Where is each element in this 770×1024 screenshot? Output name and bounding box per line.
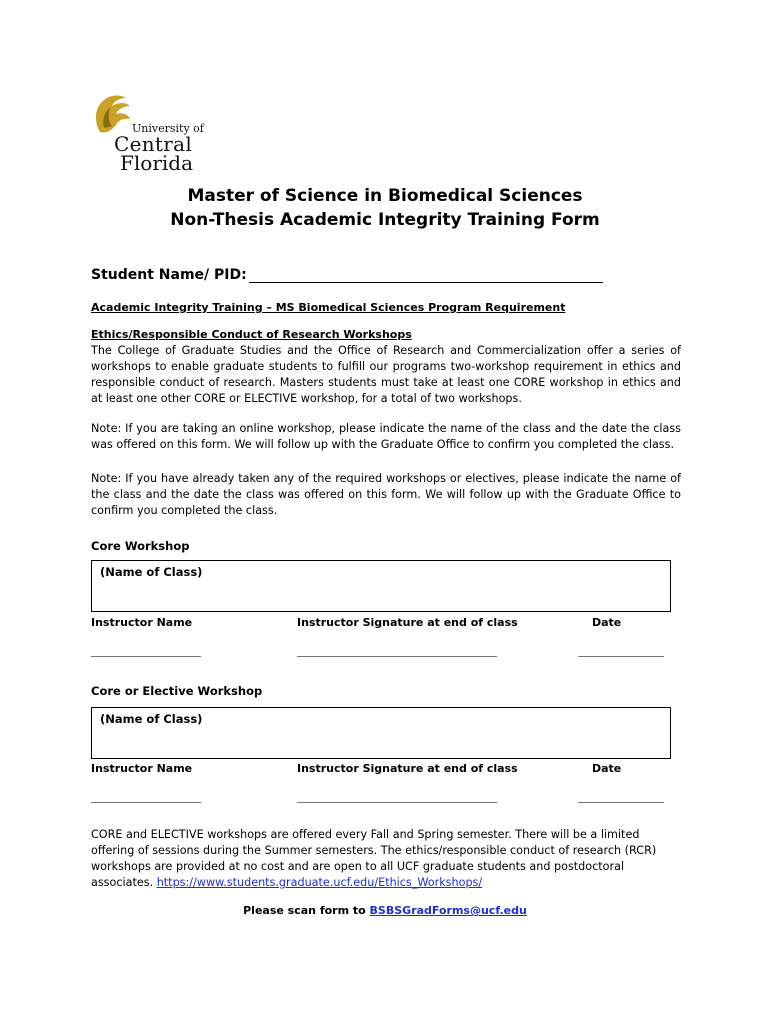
core-instructor-line[interactable] (91, 656, 201, 657)
elective-date-line[interactable] (578, 802, 664, 803)
student-name-label: Student Name/ PID: (91, 267, 247, 283)
note-already-taken: Note: If you have already taken any of the required workshops or electives, please indicate the name of the class and the date the class was offered on this form. We will follow up with the Graduate Office to confirm you completed the class. (91, 472, 681, 517)
elective-workshop-heading: Core or Elective Workshop (91, 684, 263, 698)
page-subtitle: Non-Thesis Academic Integrity Training Form (170, 210, 600, 230)
core-date-label: Date (592, 616, 622, 629)
elective-date-label: Date (592, 762, 622, 775)
ethics-workshops-link[interactable]: https://www.students.graduate.ucf.edu/Ethics_Workshops/ (156, 876, 483, 889)
elective-instructor-label: Instructor Name (91, 762, 193, 775)
elective-signature-line[interactable] (297, 802, 497, 803)
logo-line-2: Central (114, 132, 193, 156)
closing-paragraph (91, 827, 681, 891)
requirement-heading: Academic Integrity Training – MS Biomedical Sciences Program Requirement (91, 301, 566, 314)
core-signature-line[interactable] (297, 656, 497, 657)
core-workshop-heading: Core Workshop (91, 539, 190, 553)
core-class-label: (Name of Class) (100, 565, 203, 579)
page-title: Master of Science in Biomedical Sciences (187, 186, 583, 206)
closing-text: CORE and ELECTIVE workshops are offered every Fall and Spring semester. There will be a limited offering of sessions during the Summer semesters. The ethics/responsible conduct of research (RCR) workshops are provided at no cost and are open to all UCF graduate students and postdoctoral associates. (91, 828, 657, 889)
core-instructor-label: Instructor Name (91, 616, 193, 629)
core-signature-label: Instructor Signature at end of class (297, 616, 518, 629)
student-name-line[interactable] (249, 268, 603, 283)
submit-email-link[interactable]: BSBSGradForms@ucf.edu (369, 904, 527, 917)
ethics-heading: Ethics/Responsible Conduct of Research Workshops (91, 328, 412, 341)
core-date-line[interactable] (578, 656, 664, 657)
core-class-box[interactable] (91, 560, 671, 612)
submit-text: Please scan form to (243, 904, 370, 917)
intro-paragraph: The College of Graduate Studies and the Office of Research and Commercialization offer a series of workshops to enable graduate students to fulfill our programs two-workshop requirement in ethics and responsible conduct of research. Masters students must take at least one CORE workshop in ethics and at least one other CORE or ELECTIVE workshop, for a total of two workshops. (91, 344, 681, 405)
elective-class-label: (Name of Class) (100, 712, 203, 726)
elective-class-box[interactable] (91, 707, 671, 759)
logo-line-3: Florida (120, 151, 193, 175)
logo-line-1: University of (132, 122, 204, 135)
elective-signature-label: Instructor Signature at end of class (297, 762, 518, 775)
note-online: Note: If you are taking an online workshop, please indicate the name of the class and the date the class was offered on this form. We will follow up with the Graduate Office to confirm you completed the class. (91, 422, 681, 451)
elective-instructor-line[interactable] (91, 802, 201, 803)
submit-instructions (0, 904, 770, 917)
student-name-field[interactable] (91, 267, 603, 283)
ucf-logo (90, 92, 215, 175)
